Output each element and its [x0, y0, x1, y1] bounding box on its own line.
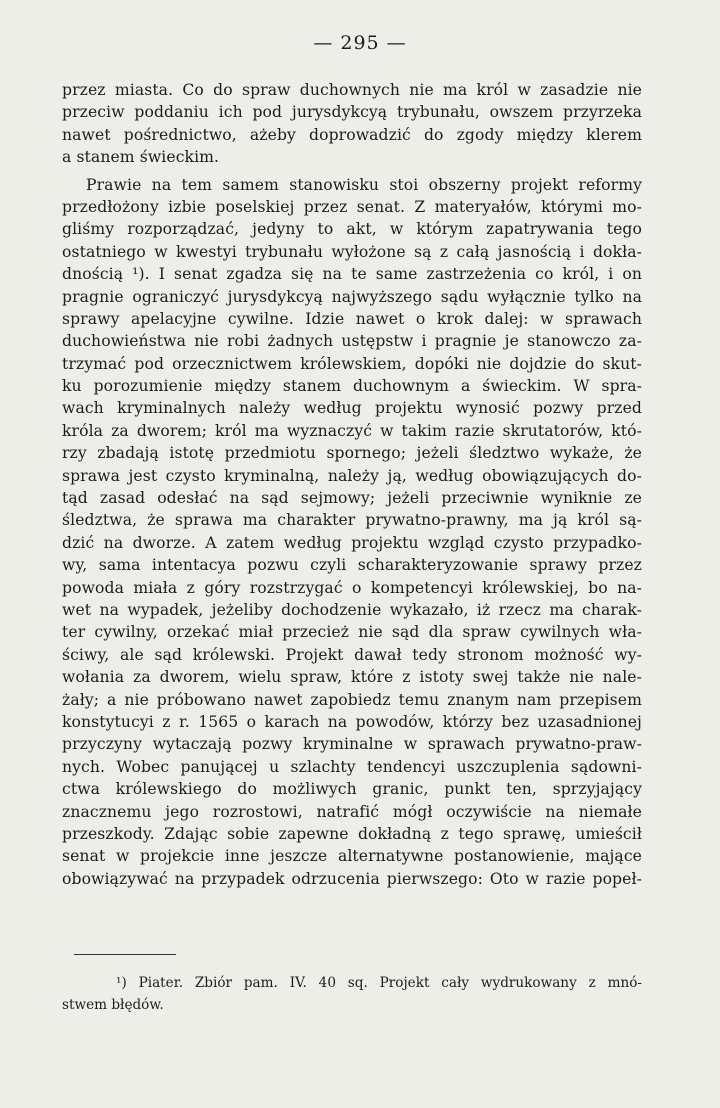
text-line: konstytucyi z r. 1565 o karach na powodów, którzy bez uzasadnionej [62, 712, 642, 731]
text-line: ter cywilny, orzekać miał przecież nie sąd dla spraw cywilnych wła- [62, 623, 642, 642]
text-line: rzy zbadają istotę przedmiotu spornego; jeżeli śledztwo wykaże, że [62, 444, 642, 463]
text-line: obowiązywać na przypadek odrzucenia pierwszego: Oto w razie popeł- [62, 869, 642, 888]
text-line: wach kryminalnych należy według projektu wynosić pozwy przed [62, 399, 642, 418]
footnote-divider [74, 954, 176, 955]
footnote [62, 972, 642, 1016]
text-line: przeciw poddaniu ich pod jurysdykcyą trybunału, owszem przyrzeka [62, 103, 642, 122]
footnote-line: stwem błędów. [62, 997, 164, 1013]
text-line: przyczyny wytaczają pozwy kryminalne w sprawach prywatno-praw- [62, 735, 642, 754]
text-line: sprawa jest czysto kryminalną, należy ją, według obowiązujących do- [62, 466, 642, 485]
text-line: wet na wypadek, jeżeliby dochodzenie wykazało, iż rzecz ma charak- [62, 600, 642, 619]
text-line: wy, sama intentacya pozwu czyli scharakteryzowanie sprawy przez [62, 556, 642, 575]
text-line: sprawy apelacyjne cywilne. Idzie nawet o krok dalej: w sprawach [62, 309, 642, 328]
text-line: żały; a nie próbowano nawet zapobiedz temu znanym nam przepisem [62, 690, 642, 709]
text-line: Prawie na tem samem stanowisku stoi obszerny projekt reformy [86, 175, 642, 194]
text-line: pragnie ograniczyć jurysdykcyą najwyższego sądu wyłącznie tylko na [62, 287, 642, 306]
text-line: wołania za dworem, wielu spraw, które z istoty swej także nie nale- [62, 668, 642, 687]
text-line: senat w projekcie inne jeszcze alternatywne postanowienie, mające [62, 847, 642, 866]
text-line: ściwy, ale sąd królewski. Projekt dawał tedy stronom możność wy- [62, 645, 642, 664]
text-line: ku porozumienie między stanem duchownym a świeckim. W spra- [62, 377, 642, 396]
footnote-line: ¹) Piater. Zbiór pam. IV. 40 sq. Projekt cały wydrukowany z mnó- [116, 975, 642, 991]
page-number-header: — 295 — [313, 32, 407, 54]
text-line: przedłożony izbie poselskiej przez senat. Z materyałów, którymi mo- [62, 197, 642, 216]
text-line: trzymać pod orzecznictwem królewskiem, dopóki nie dojdzie do skut- [62, 354, 642, 373]
text-line: dzić na dworze. A zatem według projektu wzgląd czysto przypadko- [62, 533, 642, 552]
text-line: nych. Wobec panującej u szlachty tendencyi uszczuplenia sądowni- [62, 757, 642, 776]
text-line: powoda miała z góry rozstrzygać o kompetencyi królewskiej, bo na- [62, 578, 642, 597]
text-line: duchowieństwa nie robi żadnych ustępstw i pragnie je stanowczo za- [62, 332, 642, 351]
text-line: a stanem świeckim. [62, 148, 220, 167]
text-line: tąd zasad odesłać na sąd sejmowy; jeżeli przeciwnie wyniknie ze [62, 489, 642, 508]
text-line: przez miasta. Co do spraw duchownych nie ma król w zasadzie nie [62, 81, 642, 99]
main-text [62, 79, 642, 890]
text-line: śledztwa, że sprawa ma charakter prywatno-prawny, ma ją król są- [62, 511, 642, 530]
text-line: przeszkody. Zdając sobie zapewne dokładną z tego sprawę, umieścił [62, 824, 642, 843]
text-line: ostatniego w kwestyi trybunału wyłożone są z całą jasnością i dokła- [62, 242, 642, 261]
text-line: króla za dworem; król ma wyznaczyć w takim razie skrutatorów, któ- [62, 421, 642, 440]
text-line: ctwa królewskiego do możliwych granic, punkt ten, sprzyjający [62, 780, 642, 799]
text-line: znacznemu jego rozrostowi, natrafić mógł oczywiście na niemałe [62, 802, 642, 821]
text-line: dnością ¹). I senat zgadza się na te same zastrzeżenia co król, i on [62, 265, 642, 284]
text-line: gliśmy rozporządzać, jedyny to akt, w którym zapatrywania tego [62, 220, 642, 239]
text-line: nawet pośrednictwo, ażeby doprowadzić do zgody między klerem [62, 125, 642, 144]
